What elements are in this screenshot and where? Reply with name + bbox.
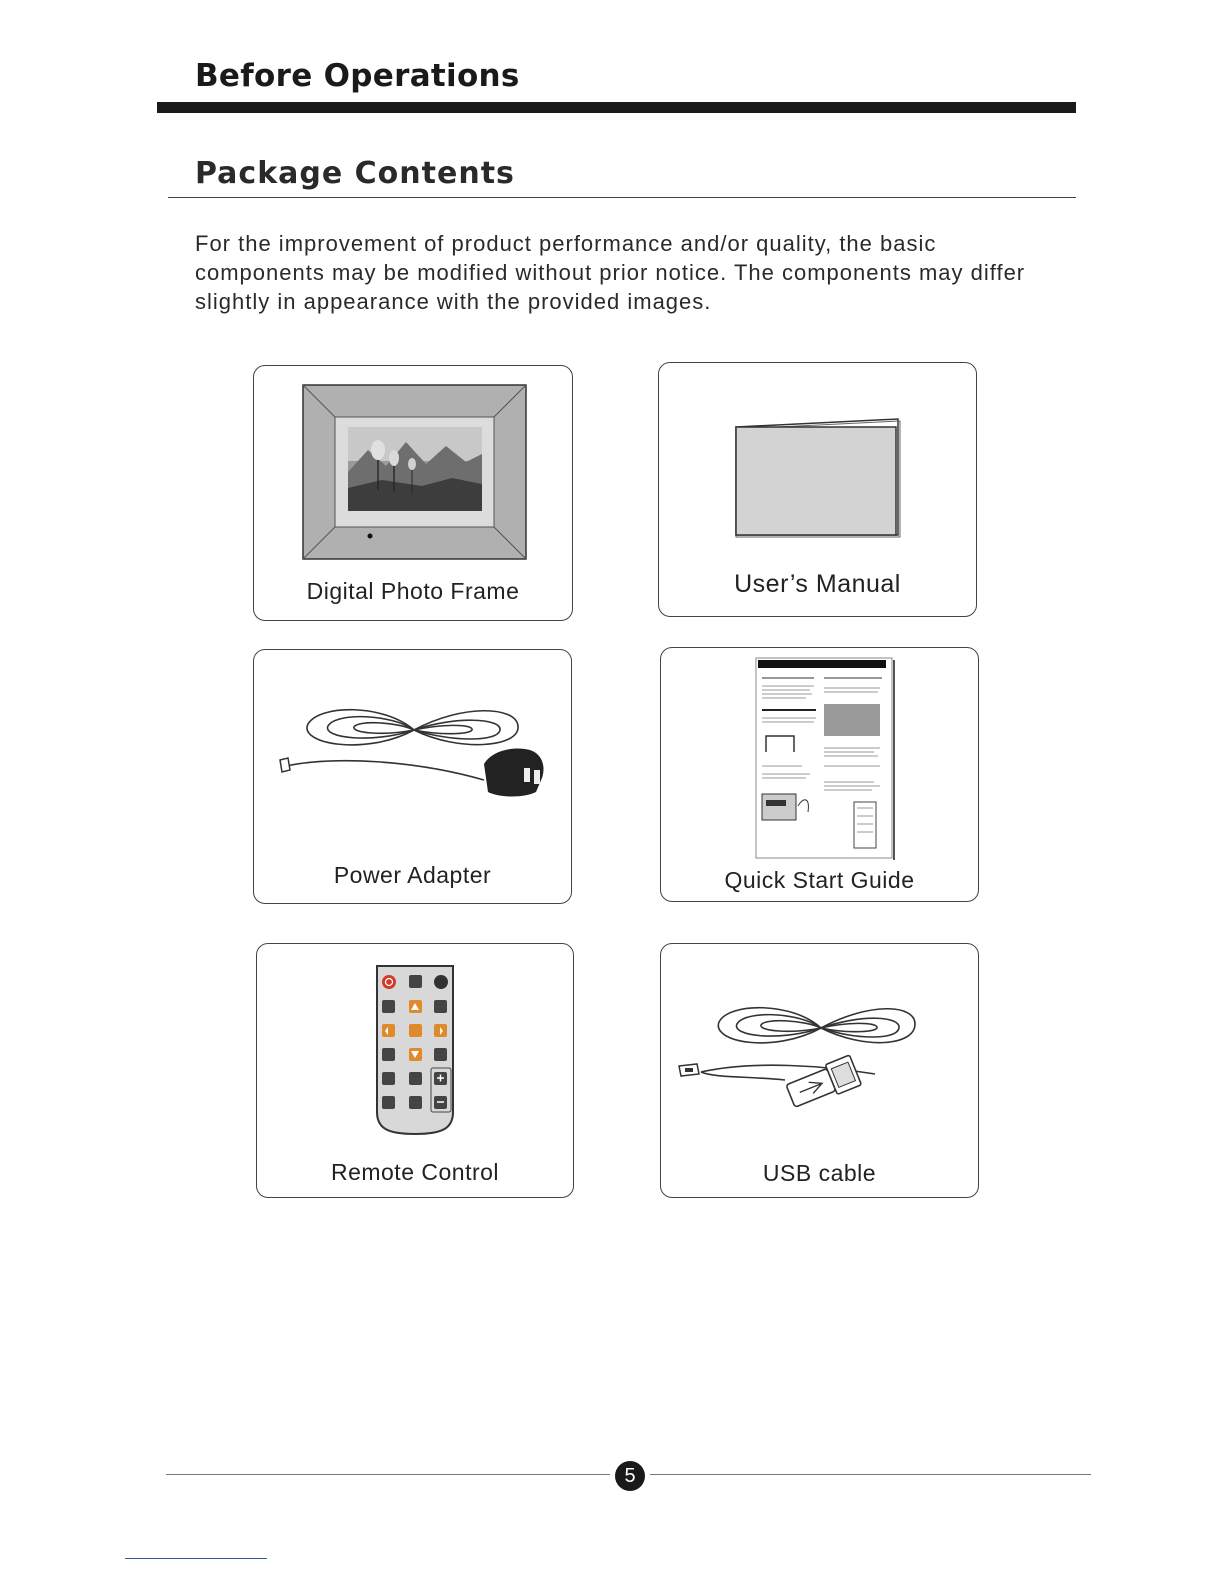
chapter-rule [157, 102, 1076, 113]
bottom-link-underline [125, 1558, 267, 1559]
usb-cable-icon [675, 1000, 965, 1108]
chapter-title: Before Operations [195, 58, 520, 94]
section-title: Package Contents [195, 156, 515, 191]
section-rule [168, 197, 1076, 198]
intro-paragraph: For the improvement of product performance and/or quality, the basic components may be modified without prior notice. The components may differ slightly in appearance with the provided images. [195, 231, 1026, 314]
item-card-quick-start-guide [660, 647, 979, 902]
item-card-power-adapter [253, 649, 572, 904]
item-label: User’s Manual [734, 570, 901, 598]
item-label: Digital Photo Frame [306, 578, 520, 604]
quick-start-guide-icon [754, 656, 896, 862]
item-label: Power Adapter [333, 862, 492, 888]
power-adapter-icon [274, 700, 554, 810]
page-number: 5 [615, 1461, 645, 1491]
remote-control-icon [373, 962, 457, 1138]
item-label: USB cable [762, 1160, 877, 1186]
photo-frame-icon [302, 384, 528, 562]
item-card-photo-frame [253, 365, 573, 621]
item-label: Quick Start Guide [724, 867, 915, 893]
item-card-users-manual [658, 362, 977, 617]
manual-booklet-icon [732, 415, 902, 541]
item-card-remote-control [256, 943, 574, 1198]
item-label: Remote Control [330, 1159, 500, 1185]
footer-rule-left [166, 1474, 610, 1475]
item-card-usb-cable [660, 943, 979, 1198]
footer-rule-right [650, 1474, 1091, 1475]
